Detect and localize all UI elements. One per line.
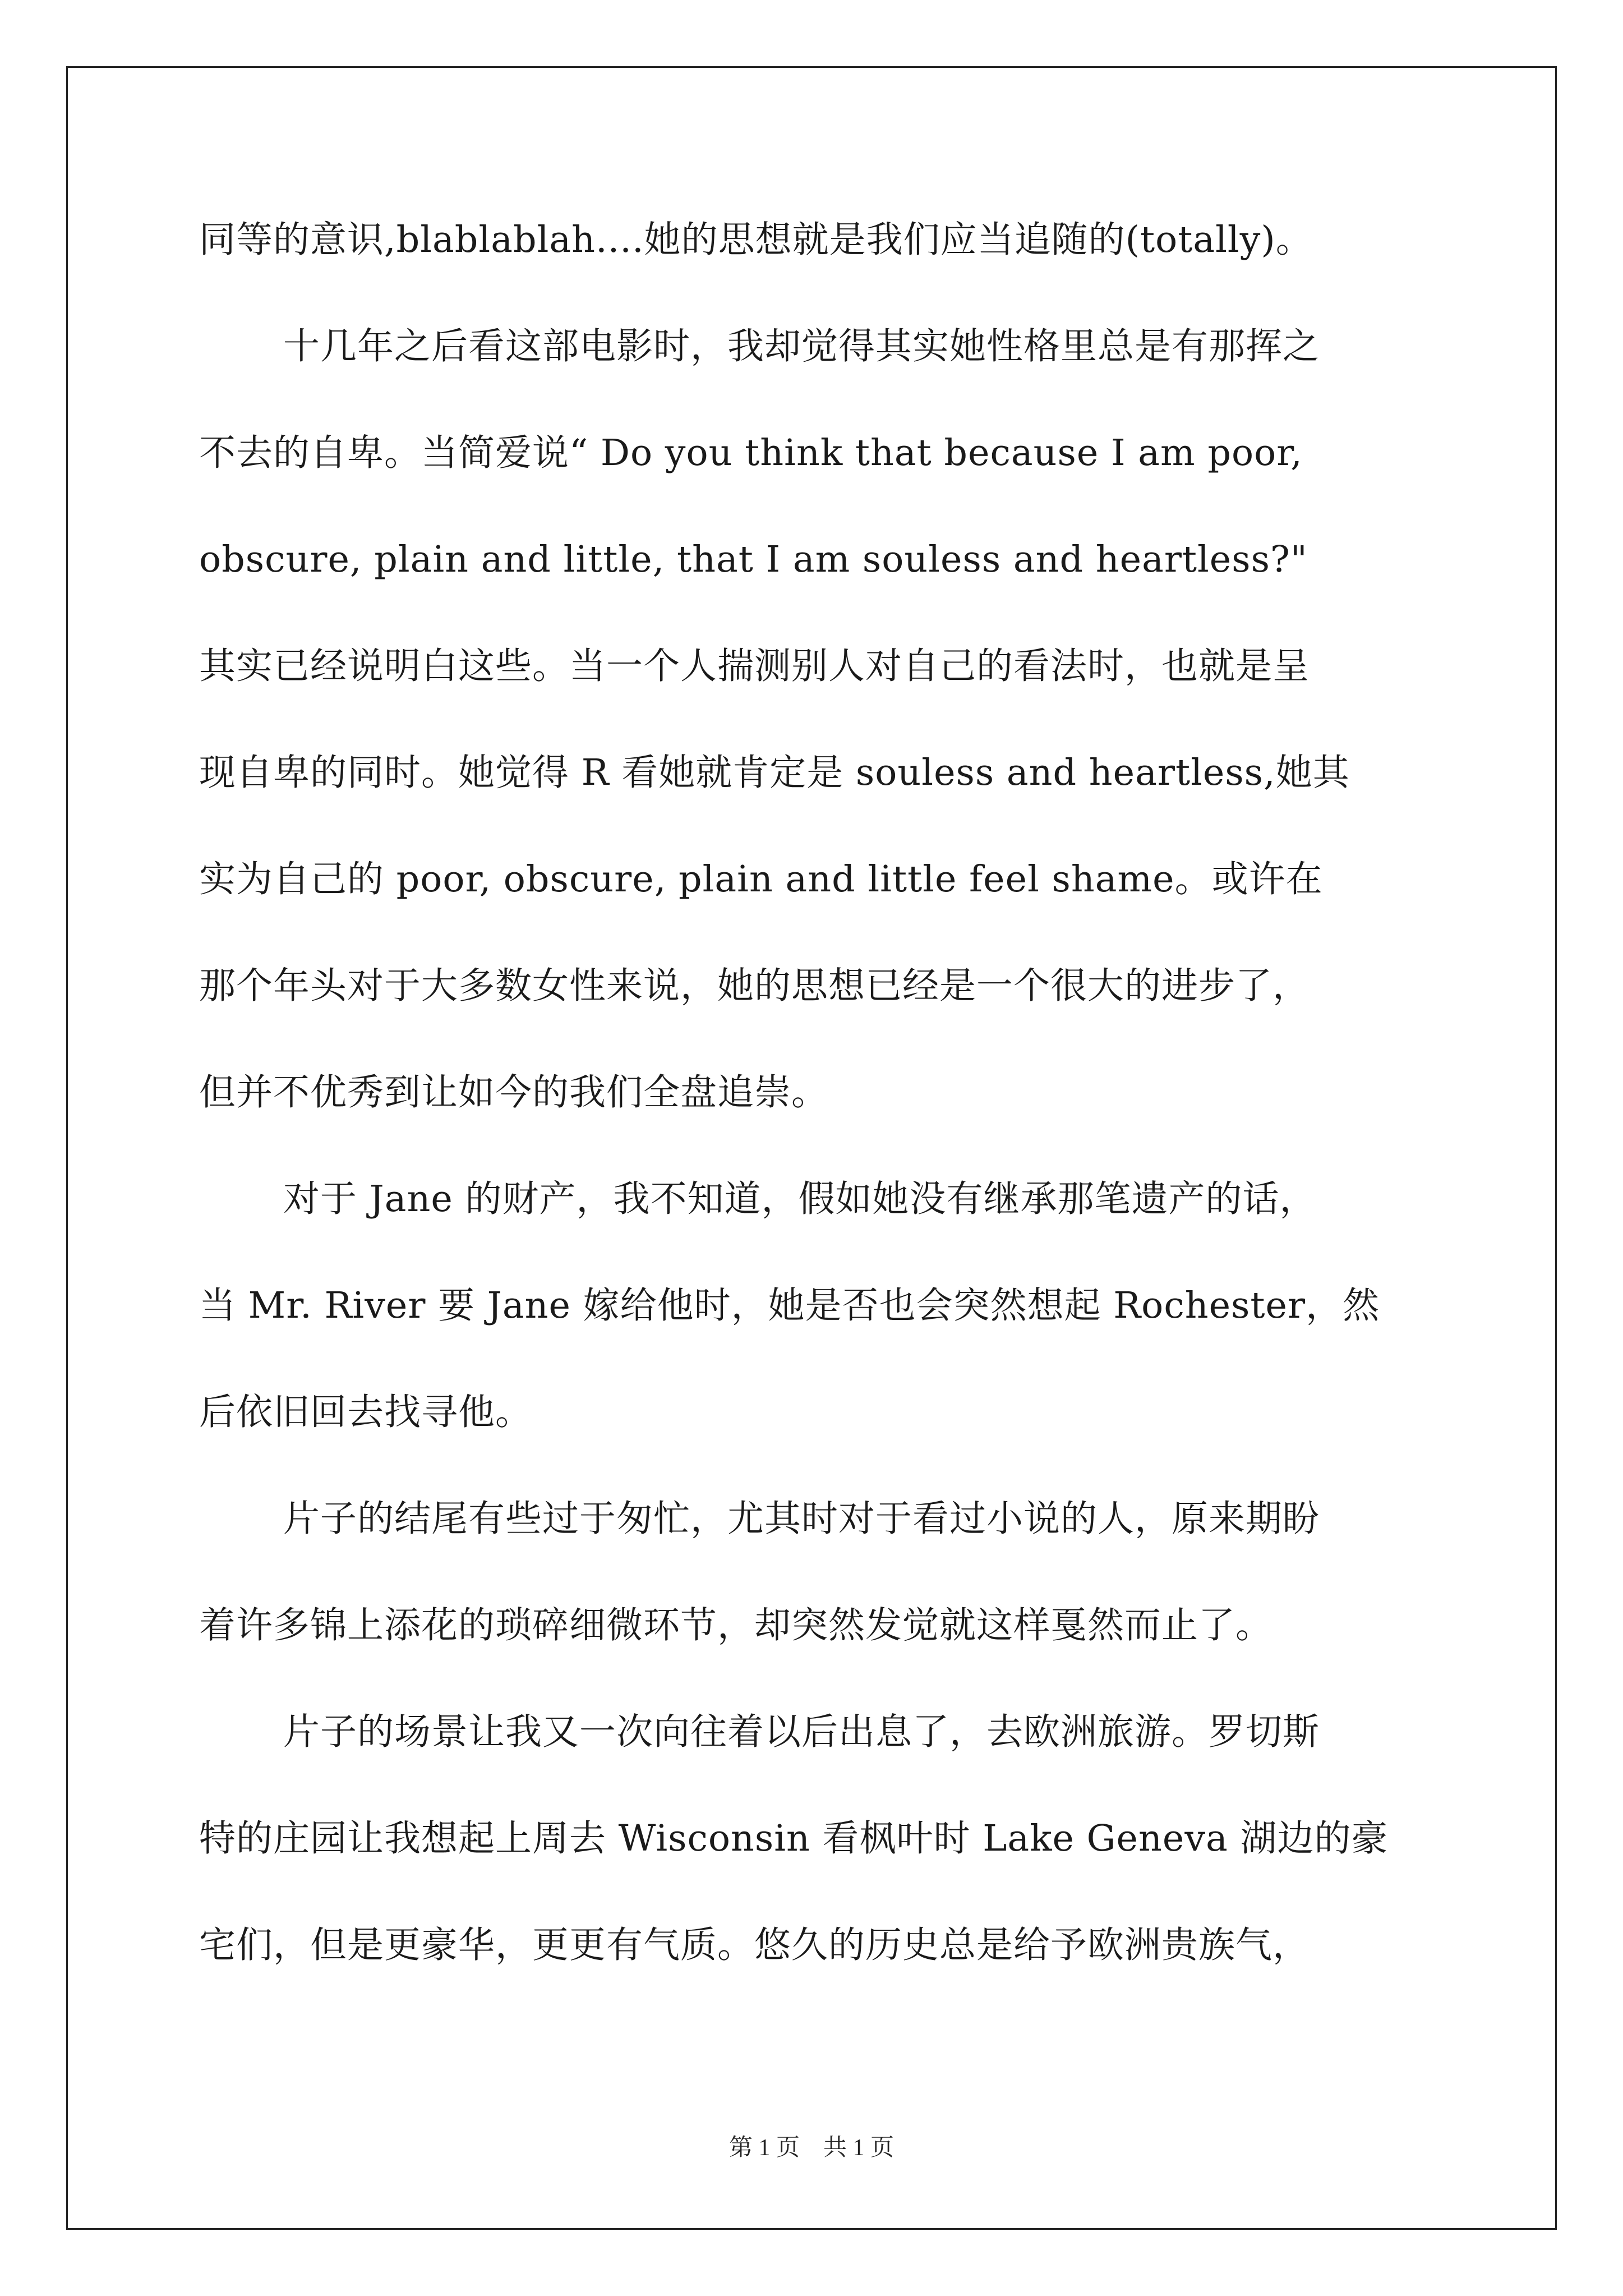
- paragraph-first-line: 片子的场景让我又一次向往着以后出息了，去欧洲旅游。罗切斯: [283, 1711, 1320, 1753]
- page-border: [66, 66, 1557, 2230]
- page-number-footer: 第 1 页 共 1 页: [728, 2135, 894, 2161]
- paragraph-first-line: 片子的结尾有些过于匆忙，尤其时对于看过小说的人，原来期盼: [283, 1498, 1320, 1540]
- paragraph-first-line: 十几年之后看这部电影时，我却觉得其实她性格里总是有那挥之: [283, 325, 1320, 367]
- text-line: 实为自己的 poor, obscure, plain and little feel shame。或许在: [199, 858, 1323, 900]
- text-line: 当 Mr. River 要 Jane 嫁给他时，她是否也会突然想起 Rochester，然: [199, 1285, 1380, 1327]
- paragraph-first-line: 对于 Jane 的财产，我不知道，假如她没有继承那笔遗产的话，: [283, 1178, 1317, 1220]
- text-line: 同等的意识,blablablah....她的思想就是我们应当追随的(totally)。: [199, 219, 1313, 261]
- text-line: obscure, plain and little, that I am souless and heartless?": [199, 539, 1308, 581]
- text-line: 宅们，但是更豪华，更更有气质。悠久的历史总是给予欧洲贵族气，: [199, 1924, 1310, 1966]
- text-line: 但并不优秀到让如今的我们全盘追崇。: [199, 1071, 829, 1114]
- text-line: 那个年头对于大多数女性来说，她的思想已经是一个很大的进步了，: [199, 965, 1310, 1007]
- text-line: 特的庄园让我想起上周去 Wisconsin 看枫叶时 Lake Geneva 湖边的豪: [199, 1818, 1389, 1860]
- text-line: 不去的自卑。当简爱说“ Do you think that because I am poor,: [199, 432, 1303, 474]
- text-line: 其实已经说明白这些。当一个人揣测别人对自己的看法时，也就是呈: [199, 645, 1310, 687]
- text-line: 现自卑的同时。她觉得 R 看她就肯定是 souless and heartless,她其: [199, 752, 1350, 794]
- text-line: 后依旧回去找寻他。: [199, 1391, 533, 1433]
- text-line: 着许多锦上添花的琐碎细微环节，却突然发觉就这样戛然而止了。: [199, 1604, 1273, 1646]
